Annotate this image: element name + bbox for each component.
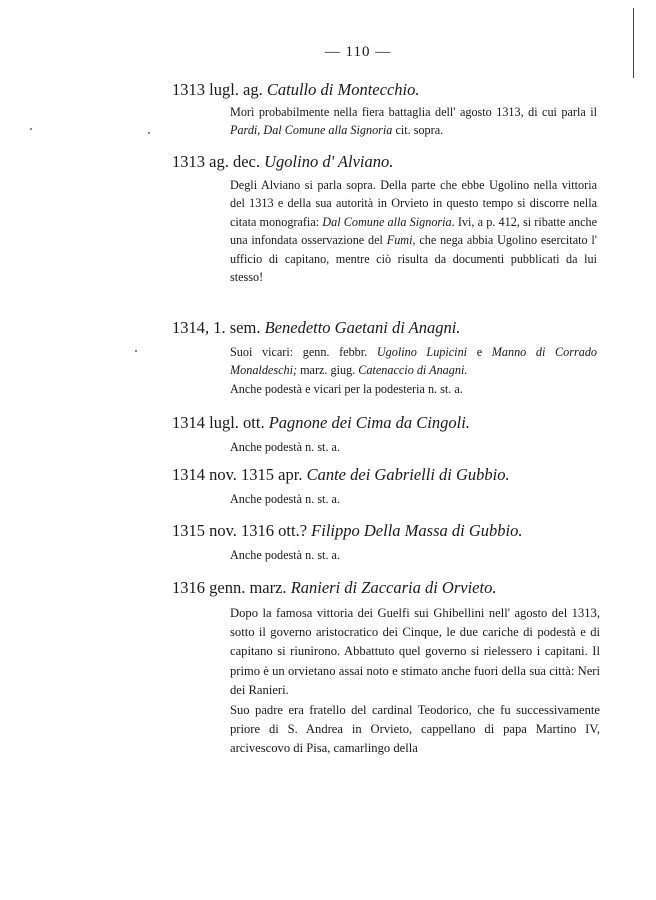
entry-heading: [172, 318, 597, 338]
entry-filippo: [172, 521, 597, 564]
entry-name: Ranieri di Zaccaria di Orvieto.: [290, 578, 497, 597]
entry-pagnone: [172, 413, 597, 456]
entry-note: Degli Alviano si parla sopra. Della parte che ebbe Ugolino nella vittoria del 1313 e della sua autorità in Orvieto in questo tempo si discorre nella citata monografia: Dal Comune alla Signoria. Ivi, a p. 412, si ribatte anche una infondata osservazione del Fumi, che nega abbia Ugolino esercitato l' ufficio di capitano, mentre ciò risulta da documenti pubblicati da lui stesso!: [230, 178, 598, 285]
entry-heading: [172, 465, 597, 485]
entry-date: 1313 ag. dec.: [172, 152, 260, 171]
entry-note: Suoi vicari: genn. febbr. Ugolino Lupicini e Manno di Corrado Monaldeschi; marz. giug. Catenaccio di Anagni. Anche podestà e vicari per la podesteria n. st. a.: [230, 345, 598, 396]
entry-name: Filippo Della Massa di Gubbio.: [311, 521, 523, 540]
margin-mark: [148, 132, 150, 134]
margin-mark: [30, 128, 32, 130]
entry-note: Anche podestà n. st. a.: [230, 440, 340, 454]
entry-note: [230, 604, 600, 759]
entry-heading: [172, 152, 597, 172]
entry-benedetto: [172, 318, 597, 398]
entry-catullo: [172, 80, 597, 140]
entry-heading: [172, 80, 597, 100]
entry-name: Ugolino d' Alviano.: [264, 152, 394, 171]
entry-name: Pagnone dei Cima da Cingoli.: [268, 413, 470, 432]
entry-note: Morì probabilmente nella fiera battaglia dell' agosto 1313, di cui parla il Pardi, Dal Comune alla Signoria cit. sopra.: [230, 105, 597, 138]
entry-date: 1314, 1. sem.: [172, 318, 261, 337]
entry-date: 1315 nov. 1316 ott.?: [172, 521, 308, 540]
entry-date: 1316 genn. marz.: [172, 578, 287, 597]
entry-name: Benedetto Gaetani di Anagni.: [264, 318, 461, 337]
margin-mark: [135, 350, 137, 352]
entry-note: Anche podestà n. st. a.: [230, 492, 340, 506]
entry-heading: [172, 521, 597, 541]
entry-date: 1314 nov. 1315 apr.: [172, 465, 303, 484]
entry-cante: [172, 465, 597, 508]
page-edge-line: [633, 8, 634, 78]
entry-ranieri: [172, 578, 600, 759]
entry-date: 1313 lugl. ag.: [172, 80, 263, 99]
paragraph: Dopo la famosa vittoria dei Guelfi sui Ghibellini nell' agosto del 1313, sotto il governo aristocratico dei Cinque, le due cariche di podestà e di capitano si riunirono. Abbattuto quel governo si rielessero i capitani. Il primo è un orvietano assai noto e stimato anche fuori della sua città: Neri dei Ranieri.: [230, 606, 600, 697]
entry-name: Cante dei Gabrielli di Gubbio.: [306, 465, 510, 484]
entry-ugolino: [172, 152, 597, 286]
entry-name: Catullo di Montecchio.: [266, 80, 420, 99]
entry-heading: [172, 578, 597, 598]
entry-note: Anche podestà n. st. a.: [230, 548, 340, 562]
page-number: — 110 —: [324, 44, 392, 60]
paragraph: Suo padre era fratello del cardinal Teodorico, che fu successivamente priore di S. Andrea in Orvieto, cappellano di papa Martino IV, arcivescovo di Pisa, camarlingo della: [230, 703, 600, 756]
entry-heading: [172, 413, 597, 433]
entry-date: 1314 lugl. ott.: [172, 413, 265, 432]
